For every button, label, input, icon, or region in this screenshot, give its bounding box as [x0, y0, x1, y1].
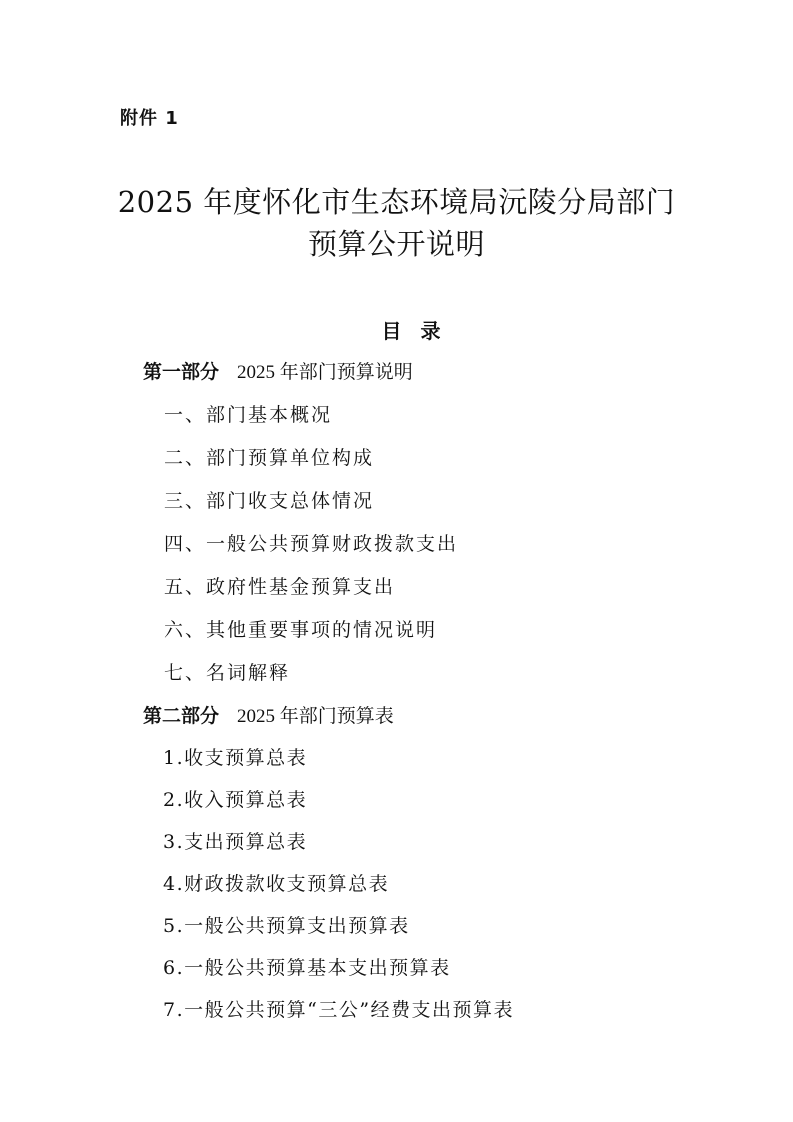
toc-section-item: 五、政府性基金预算支出: [164, 576, 396, 598]
toc-section-item: 一、部门基本概况: [164, 404, 333, 426]
toc-part-2: [143, 704, 394, 729]
toc-section-item: 七、名词解释: [164, 662, 291, 684]
toc-part-2-label: 第二部分: [143, 705, 220, 727]
toc-section-item: 二、部门预算单位构成: [164, 447, 375, 469]
toc-table-item: 4.财政拨款收支预算总表: [163, 873, 390, 895]
toc-part-2-title: 2025 年部门预算表: [237, 706, 394, 727]
toc-table-item: 6.一般公共预算基本支出预算表: [163, 957, 451, 979]
toc-section-item: 三、部门收支总体情况: [164, 490, 375, 512]
toc-part-1-title: 2025 年部门预算说明: [237, 362, 413, 383]
toc-heading: 目 录: [381, 319, 447, 343]
toc-part-1: [143, 360, 413, 385]
toc-table-item: 5.一般公共预算支出预算表: [163, 915, 410, 937]
toc-part-1-label: 第一部分: [143, 361, 220, 383]
toc-table-item: 3.支出预算总表: [163, 831, 308, 853]
document-title-line-2: 预算公开说明: [307, 227, 485, 261]
toc-table-item: 7.一般公共预算“三公”经费支出预算表: [163, 999, 515, 1021]
toc-table-item: 2.收入预算总表: [163, 789, 308, 811]
document-title-line-1: 2025 年度怀化市生态环境局沅陵分局部门: [117, 185, 676, 219]
toc-table-item: 1.收支预算总表: [163, 747, 308, 769]
attachment-label: 附件 1: [120, 108, 179, 129]
toc-section-item: 六、其他重要事项的情况说明: [164, 619, 438, 641]
toc-section-item: 四、一般公共预算财政拨款支出: [164, 533, 459, 555]
